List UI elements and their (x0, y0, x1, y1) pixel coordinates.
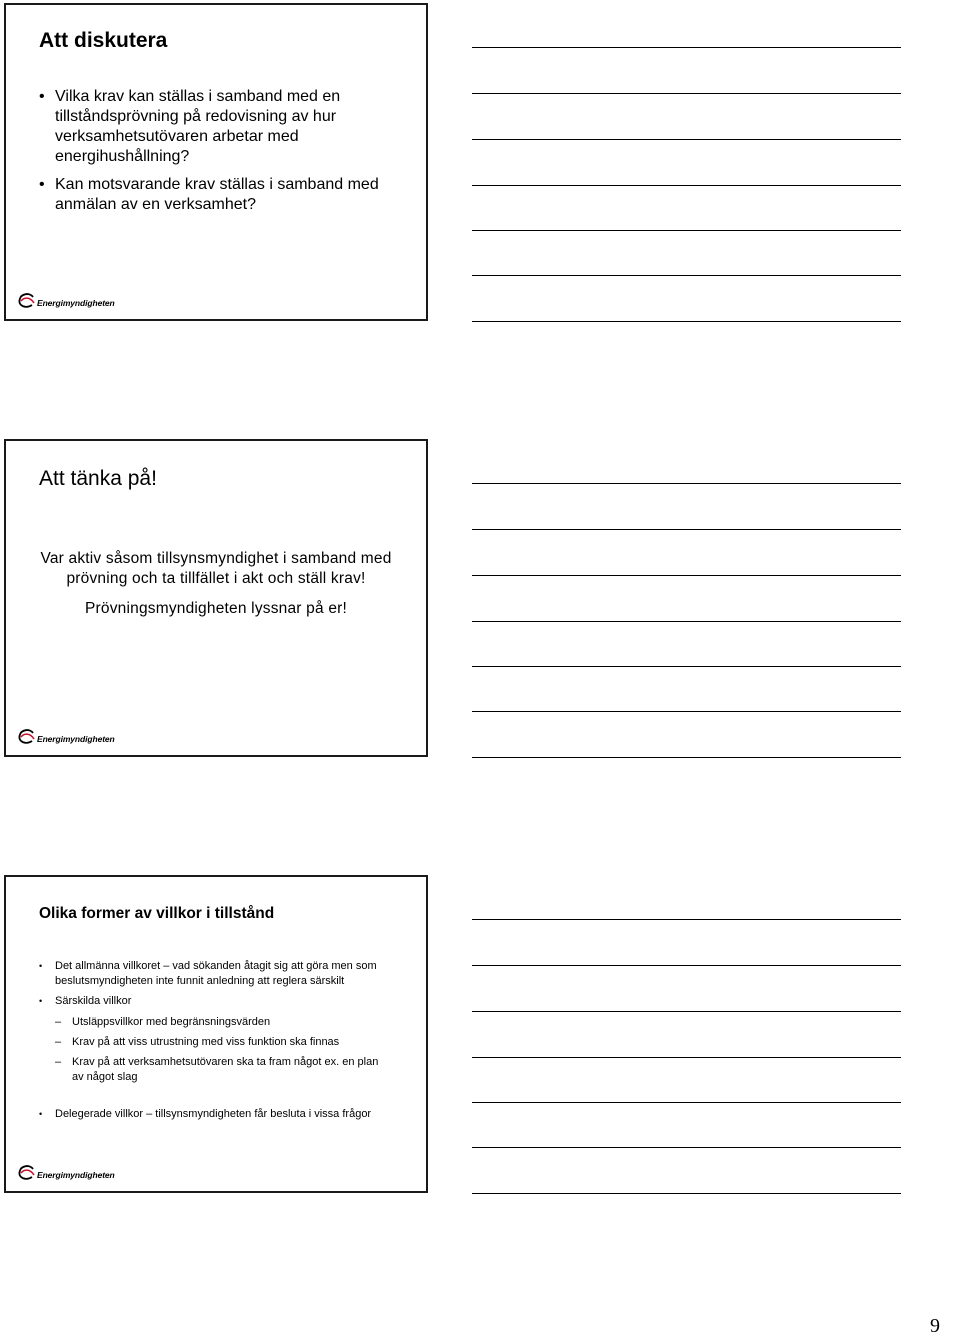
logo-text: Energimyndigheten (37, 1170, 115, 1180)
note-line (472, 666, 901, 667)
note-line (472, 1147, 901, 1148)
slide-att-tanka-pa (4, 439, 428, 757)
logo-mark-icon (18, 292, 36, 310)
energimyndigheten-logo (18, 1163, 115, 1183)
note-line (472, 1102, 901, 1103)
note-line (472, 621, 901, 622)
logo-mark-icon (18, 728, 36, 746)
bullet-item: • Kan motsvarande krav ställas i samband med anmälan av en verksamhet? (39, 175, 416, 215)
body-paragraph: Prövningsmyndigheten lyssnar på er! (84, 600, 348, 617)
bullet-item: • Delegerade villkor – tillsynsmyndigheten får besluta i vissa frågor (39, 1107, 386, 1122)
slide-olika-former (4, 875, 428, 1193)
body-paragraph: Var aktiv såsom tillsynsmyndighet i samband med prövning och ta tillfället i akt och ställ krav! (40, 550, 392, 587)
slide-title: Att tänka på! (39, 467, 157, 490)
sub-bullet-item: – Utsläppsvillkor med begränsningsvärden (55, 1015, 386, 1030)
slide-title: Att diskutera (39, 29, 168, 52)
bullet-list (39, 87, 416, 223)
logo-mark-icon (18, 1164, 36, 1182)
energimyndigheten-logo (18, 727, 115, 747)
logo-text: Energimyndigheten (37, 298, 115, 308)
bullet-item: • Det allmänna villkoret – vad sökanden åtagit sig att göra men som beslutsmyndigheten inte funnit anledning att reglera särskilt (39, 959, 386, 989)
note-line (472, 483, 901, 484)
note-line (472, 1057, 901, 1058)
logo-text: Energimyndigheten (37, 734, 115, 744)
note-line (472, 529, 901, 530)
note-line (472, 47, 901, 48)
note-line (472, 139, 901, 140)
bullet-list (39, 959, 386, 1127)
note-line (472, 757, 901, 758)
note-line (472, 93, 901, 94)
note-line (472, 321, 901, 322)
note-line (472, 185, 901, 186)
note-line (472, 965, 901, 966)
note-line (472, 275, 901, 276)
note-line (472, 711, 901, 712)
slide-title: Olika former av villkor i tillstånd (39, 905, 275, 922)
bullet-item: • Vilka krav kan ställas i samband med en tillståndsprövning på redovisning av hur verksamhetsutövaren arbetar med energihushållning? (39, 87, 416, 167)
slide-att-diskutera (4, 3, 428, 321)
bullet-item-with-sublist (39, 994, 386, 1085)
note-line (472, 1011, 901, 1012)
sub-bullet-item: – Krav på att verksamhetsutövaren ska ta fram något ex. en plan av något slag (55, 1055, 386, 1085)
sub-bullet-list (55, 1015, 386, 1085)
note-line (472, 1193, 901, 1194)
note-line (472, 230, 901, 231)
sub-bullet-item: – Krav på att viss utrustning med viss funktion ska finnas (55, 1035, 386, 1050)
bullet-text: Särskilda villkor (55, 995, 132, 1007)
energimyndigheten-logo (18, 291, 115, 311)
note-line (472, 575, 901, 576)
note-line (472, 919, 901, 920)
slide-body (16, 549, 416, 629)
page-number: 9 (930, 1315, 940, 1337)
